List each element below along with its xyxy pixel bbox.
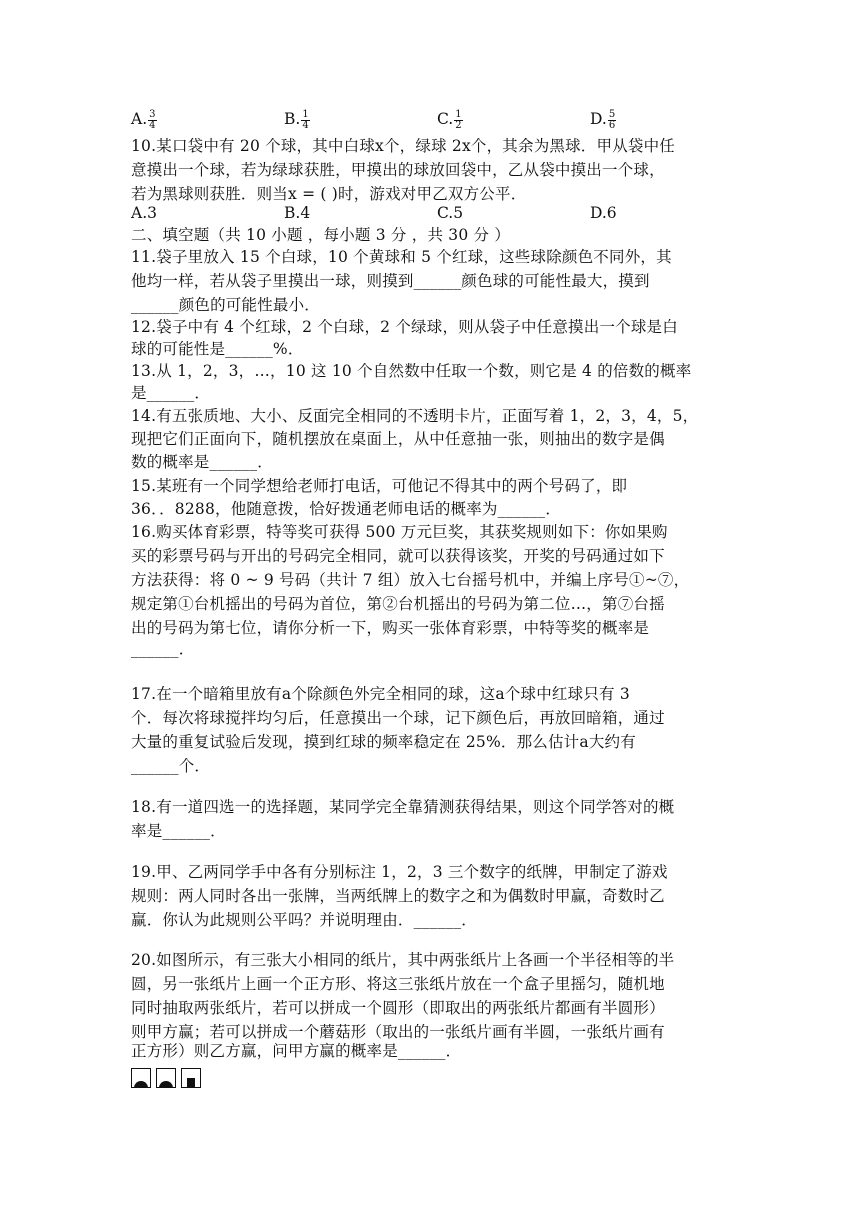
q16-line: 出的号码为第七位，请你分析一下，购买一张体育彩票，中特等奖的概率是 [131, 619, 650, 637]
q20-line: 20.如图所示，有三张大小相同的纸片，其中两张纸片上各画一个半径相等的半 [131, 951, 675, 969]
section-title: 二、填空题（共 10 小题 ，每小题 3 分 ，共 30 分 ） [131, 226, 511, 244]
q13-line: 是______． [131, 384, 211, 402]
q15-line: 36．．8288，他随意拨，恰好拨通老师电话的概率为______． [131, 500, 562, 518]
q11-line: 他均一样，若从袋子里摸出一球，则摸到______颜色球的可能性最大，摸到 [131, 272, 650, 290]
option-prefix: C. [437, 110, 454, 128]
q15-line: 15.某班有一个同学想给老师打电话，可他记不得其中的两个号码了，即 [131, 477, 628, 495]
q19-line: 19.甲、乙两同学手中各有分别标注 1，2，3 三个数字的纸牌，甲制定了游戏 [131, 863, 668, 881]
q19-line: 赢．你认为此规则公平吗？并说明理由．______． [131, 911, 478, 929]
option-prefix: D. [590, 110, 607, 128]
numerator: 1 [455, 108, 462, 120]
q10-option-d: D.6 [590, 204, 617, 222]
q14-line: 现把它们正面向下，随机摆放在桌面上，从中任意抽一张，则抽出的数字是偶 [131, 430, 665, 448]
fraction [148, 110, 156, 131]
denominator: 2 [455, 119, 462, 131]
q13-line: 13.从 1，2，3，…，10 这 10 个自然数中任取一个数，则它是 4 的倍数的概率 [131, 362, 692, 380]
q10-line: 意摸出一个球，若为绿球获胜，甲摸出的球放回袋中，乙从袋中摸出一个球， [131, 161, 665, 179]
q10-option-b: B.4 [284, 204, 311, 222]
q10-option-c: C.5 [437, 204, 464, 222]
semicircle-card-icon [156, 1068, 176, 1088]
option-prefix: A. [131, 110, 148, 128]
q20-line: 则甲方赢；若可以拼成一个蘑菇形（取出的一张纸片画有半圆，一张纸片画有 [131, 1023, 665, 1041]
denominator: 6 [608, 119, 616, 131]
q9-option-c [437, 108, 463, 131]
denominator: 4 [149, 119, 156, 131]
q17-line: 大量的重复试验后发现，摸到红球的频率稳定在 25%．那么估计a大约有 [131, 733, 636, 751]
q12-line: 12.袋子中有 4 个红球，2 个白球，2 个绿球，则从袋子中任意摸出一个球是白 [131, 318, 678, 336]
paper-cards-figure [131, 1068, 201, 1088]
q17-line: 17.在一个暗箱里放有a个除颜色外完全相同的球，这a个球中红球只有 3 [131, 685, 630, 703]
q20-line: 正方形）则乙方赢，问甲方赢的概率是______． [131, 1042, 462, 1060]
numerator: 1 [302, 108, 309, 120]
q14-line: 14.有五张质地、大小、反面完全相同的不透明卡片，正面写着 1，2，3，4，5， [131, 407, 699, 425]
q20-line: 同时抽取两张纸片，若可以拼成一个圆形（即取出的两张纸片都画有半圆形） [131, 999, 665, 1017]
semicircle-card-icon [131, 1068, 151, 1088]
q16-line: 方法获得：将 0 ~ 9 号码（共计 7 组）放入七台摇号机中，并编上序号①~⑦， [131, 571, 690, 589]
numerator: 5 [608, 108, 616, 120]
q19-line: 规则：两人同时各出一张牌，当两纸牌上的数字之和为偶数时甲赢，奇数时乙 [131, 887, 665, 905]
fraction [608, 110, 616, 131]
q11-line: 11.袋子里放入 15 个白球，10 个黄球和 5 个红球，这些球除颜色不同外，其 [131, 248, 672, 266]
q14-line: 数的概率是______． [131, 453, 273, 471]
square-card-icon [181, 1068, 201, 1088]
q11-line: ______颜色的可能性最小． [131, 296, 321, 314]
fraction [454, 110, 462, 131]
q17-line: 个．每次将球搅拌均匀后，任意摸出一个球，记下颜色后，再放回暗箱，通过 [131, 709, 665, 727]
q17-line: ______个． [131, 757, 211, 775]
q10-option-a: A.3 [131, 204, 157, 222]
denominator: 4 [302, 119, 309, 131]
q20-line: 圆，另一张纸片上画一个正方形、将这三张纸片放在一个盒子里摇匀，随机地 [131, 975, 665, 993]
q16-line: ______． [131, 640, 195, 658]
q18-line: 18.有一道四选一的选择题，某同学完全靠猜测获得结果，则这个同学答对的概 [131, 798, 675, 816]
q9-option-d [590, 108, 616, 131]
q16-line: 规定第①台机摇出的号码为首位，第②台机摇出的号码为第二位…，第⑦台摇 [131, 595, 665, 613]
q9-option-b [284, 108, 310, 131]
fraction [301, 110, 309, 131]
q10-line: 10.某口袋中有 20 个球，其中白球x个，绿球 2x个，其余为黑球．甲从袋中任 [131, 137, 676, 155]
q12-line: 球的可能性是______%． [131, 340, 304, 358]
option-prefix: B. [284, 110, 301, 128]
q16-line: 买的彩票号码与开出的号码完全相同，就可以获得该奖，开奖的号码通过如下 [131, 547, 665, 565]
q18-line: 率是______． [131, 822, 226, 840]
numerator: 3 [149, 108, 156, 120]
q16-line: 16.购买体育彩票，特等奖可获得 500 万元巨奖，其获奖规则如下：你如果购 [131, 523, 668, 541]
q9-option-a [131, 108, 157, 131]
q10-line: 若为黑球则获胜．则当x = ( )时，游戏对甲乙双方公平． [131, 185, 527, 203]
